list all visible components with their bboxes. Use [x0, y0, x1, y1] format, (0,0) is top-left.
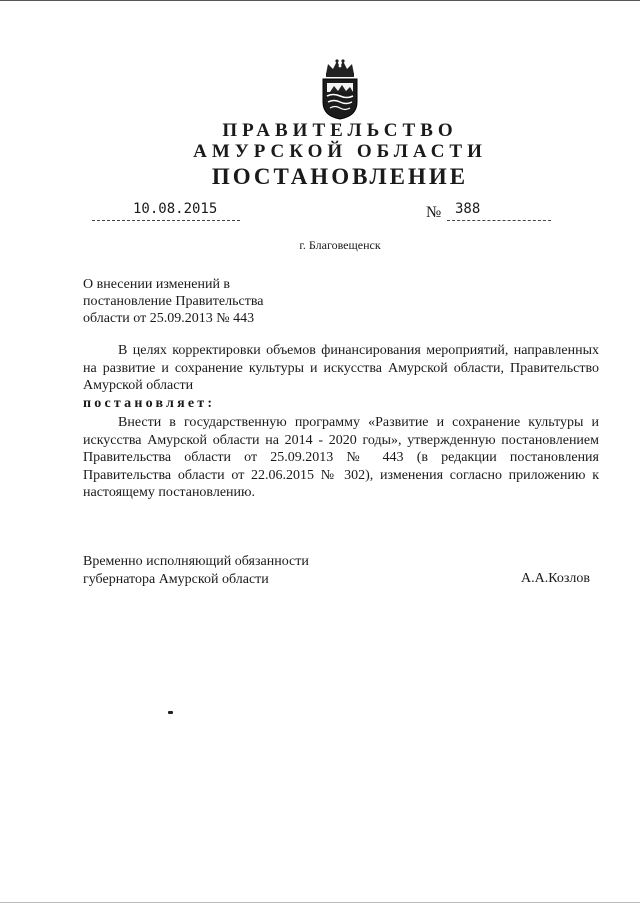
document-subject	[83, 276, 263, 327]
position-line: губернатора Амурской области	[83, 572, 269, 587]
number-underline	[447, 220, 551, 221]
subject-line: О внесении изменений в	[83, 277, 231, 292]
header-government: ПРАВИТЕЛЬСТВО	[222, 120, 458, 141]
signatory-name: А.А.Козлов	[521, 571, 590, 586]
signatory-position	[83, 553, 309, 589]
position-line: Временно исполняющий обязанности	[83, 554, 309, 569]
document-date: 10.08.2015	[133, 201, 218, 217]
scan-speck	[168, 711, 173, 714]
city-name: г. Благовещенск	[299, 238, 381, 252]
date-underline	[92, 220, 240, 221]
bottom-border	[0, 902, 640, 903]
coat-of-arms-icon	[318, 58, 362, 120]
preamble-paragraph: В целях корректировки объемов финансирования мероприятий, направленных на развитие и сохранение культуры и искусства Амурской области, Правительство Амурской области	[83, 343, 599, 393]
resolution-paragraph: Внести в государственную программу «Развитие и сохранение культуры и искусства Амурской области на 2014 - 2020 годы», утвержденную постановлением Правительства области от 25.09.2013 № 443 (в редакции постановления Правительства области от 22.06.2015 № 302), изменения согласно приложению к настоящему постановлению.	[83, 415, 599, 500]
document-number: 388	[455, 201, 481, 217]
subject-line: постановление Правительства	[83, 294, 264, 309]
number-sign: №	[426, 204, 442, 221]
subject-line: области от 25.09.2013 № 443	[83, 311, 255, 326]
header-region: АМУРСКОЙ ОБЛАСТИ	[193, 141, 487, 162]
top-border	[0, 0, 640, 1]
decree-word: постановляет:	[83, 396, 216, 411]
document-type-title: ПОСТАНОВЛЕНИЕ	[211, 164, 469, 189]
